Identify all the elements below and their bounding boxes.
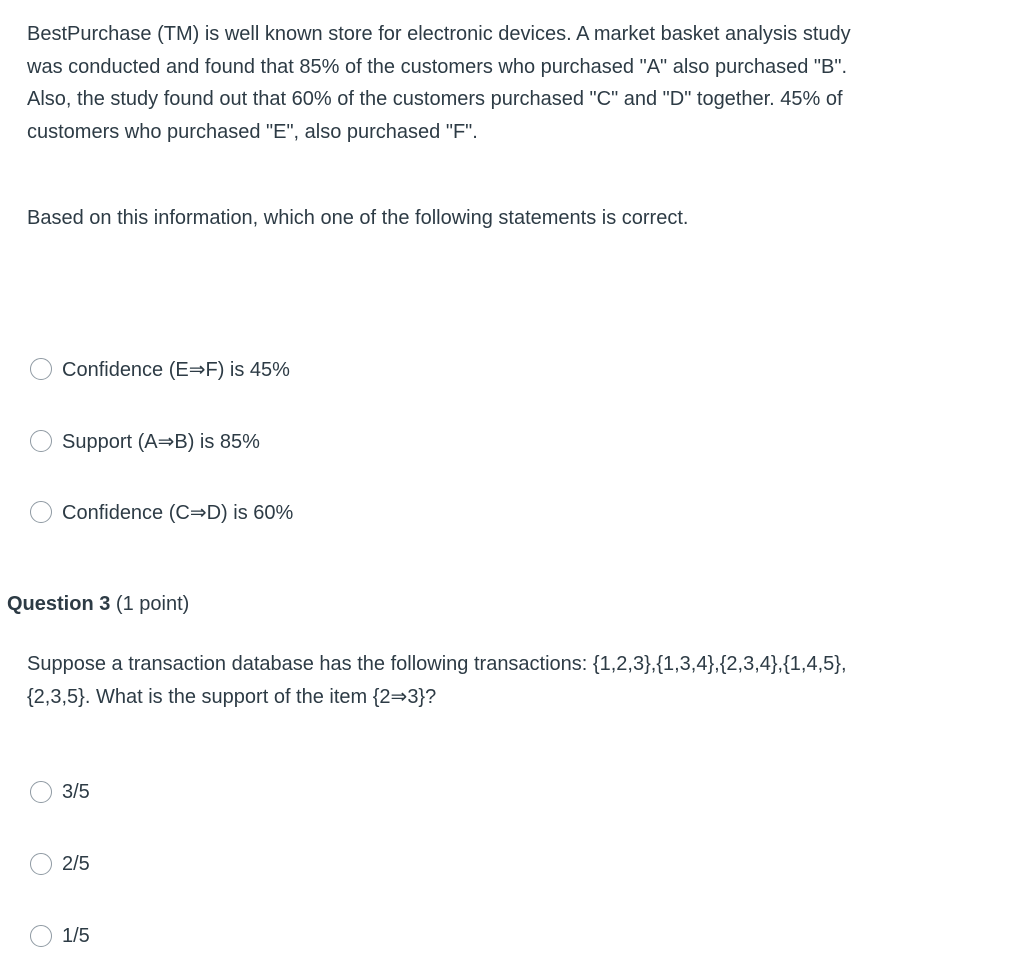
option-label: 2/5 [62, 852, 90, 875]
radio-button[interactable] [30, 853, 52, 875]
question-points: (1 point) [115, 593, 190, 615]
option-label: Confidence (C⇒D) is 60% [62, 501, 294, 524]
q3-option-3[interactable] [30, 921, 90, 951]
radio-button[interactable] [30, 501, 52, 523]
option-label: Confidence (E⇒F) is 45% [62, 358, 290, 381]
radio-button[interactable] [30, 358, 52, 380]
question-title: Question 3 [7, 593, 111, 615]
q2-option-2[interactable] [30, 426, 260, 456]
q2-option-1[interactable] [30, 354, 290, 384]
q3-option-2[interactable] [30, 849, 90, 879]
radio-button[interactable] [30, 430, 52, 452]
question-3-header [7, 593, 189, 616]
radio-button[interactable] [30, 925, 52, 947]
question-2-text: BestPurchase (TM) is well known store for electronic devices. A market basket analysis study was conducted and found that 85% of the customers who purchased "A" also purchased "B". Also, the study found out that 60% of the customers purchased "C" and "D" together. 45% of customers who purchased "E", also purchased "F". [27, 23, 851, 143]
option-label: 3/5 [62, 780, 90, 803]
q2-option-3[interactable] [30, 497, 293, 527]
radio-button[interactable] [30, 781, 52, 803]
question-2-prompt: Based on this information, which one of the following statements is correct. [27, 207, 689, 229]
question-3-text: Suppose a transaction database has the following transactions: {1,2,3},{1,3,4},{2,3,4},{1,4,5},{2,3,5}. What is the support of the item {2⇒3}? [27, 653, 847, 708]
option-label: 1/5 [62, 924, 90, 947]
option-label: Support (A⇒B) is 85% [62, 430, 260, 453]
q3-option-1[interactable] [30, 777, 90, 807]
